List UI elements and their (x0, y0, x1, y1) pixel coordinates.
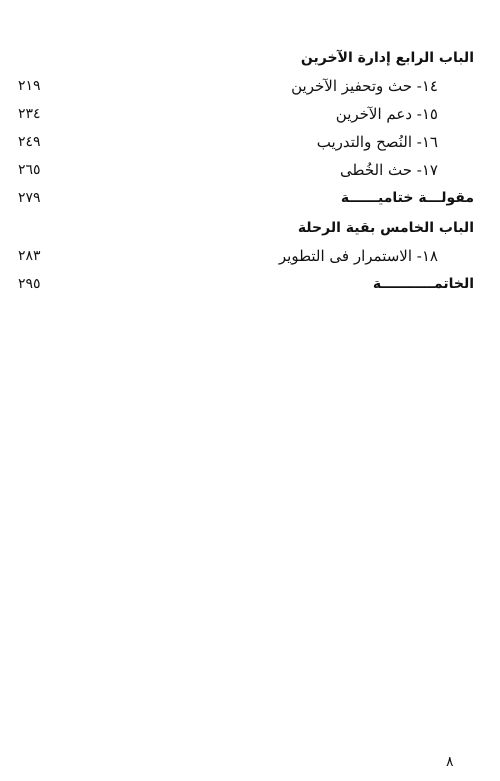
toc-entry-page: ٢١٩ (18, 78, 41, 94)
toc-entry-title: ١٧- حث الخُطى (340, 161, 438, 179)
conclusion-title: الخاتمـــــــــــة (372, 276, 474, 292)
toc-entry (18, 100, 474, 128)
closing-statement-title: مقولـــة ختاميــــــة (340, 190, 474, 206)
toc-entry (18, 242, 474, 270)
toc-entry (18, 156, 474, 184)
toc-part-heading (18, 44, 474, 72)
toc-entry-page: ٢٤٩ (18, 134, 41, 150)
toc-entry (18, 72, 474, 100)
part-four-title: الباب الرابع إدارة الآخرين (300, 50, 474, 66)
toc-conclusion (18, 270, 474, 298)
toc-entry-page: ٢٦٥ (18, 162, 41, 178)
part-five-title: الباب الخامس بقية الرحلة (297, 220, 474, 236)
conclusion-page: ٢٩٥ (18, 276, 41, 292)
toc-entry-page: ٢٣٤ (18, 106, 41, 122)
toc-entry-title: ١٨- الاستمرار فى التطوير (278, 247, 438, 265)
toc-entry (18, 128, 474, 156)
toc-entry-title: ١٦- النُصح والتدريب (316, 133, 438, 151)
toc-entry-title: ١٥- دعم الآخرين (335, 105, 438, 123)
toc-entry-title: ١٤- حث وتحفيز الآخرين (291, 77, 438, 95)
table-of-contents (18, 44, 474, 298)
toc-part-heading (18, 214, 474, 242)
page-number: ٨ (446, 754, 454, 770)
toc-closing-statement (18, 184, 474, 212)
toc-entry-page: ٢٨٣ (18, 248, 41, 264)
closing-statement-page: ٢٧٩ (18, 190, 41, 206)
